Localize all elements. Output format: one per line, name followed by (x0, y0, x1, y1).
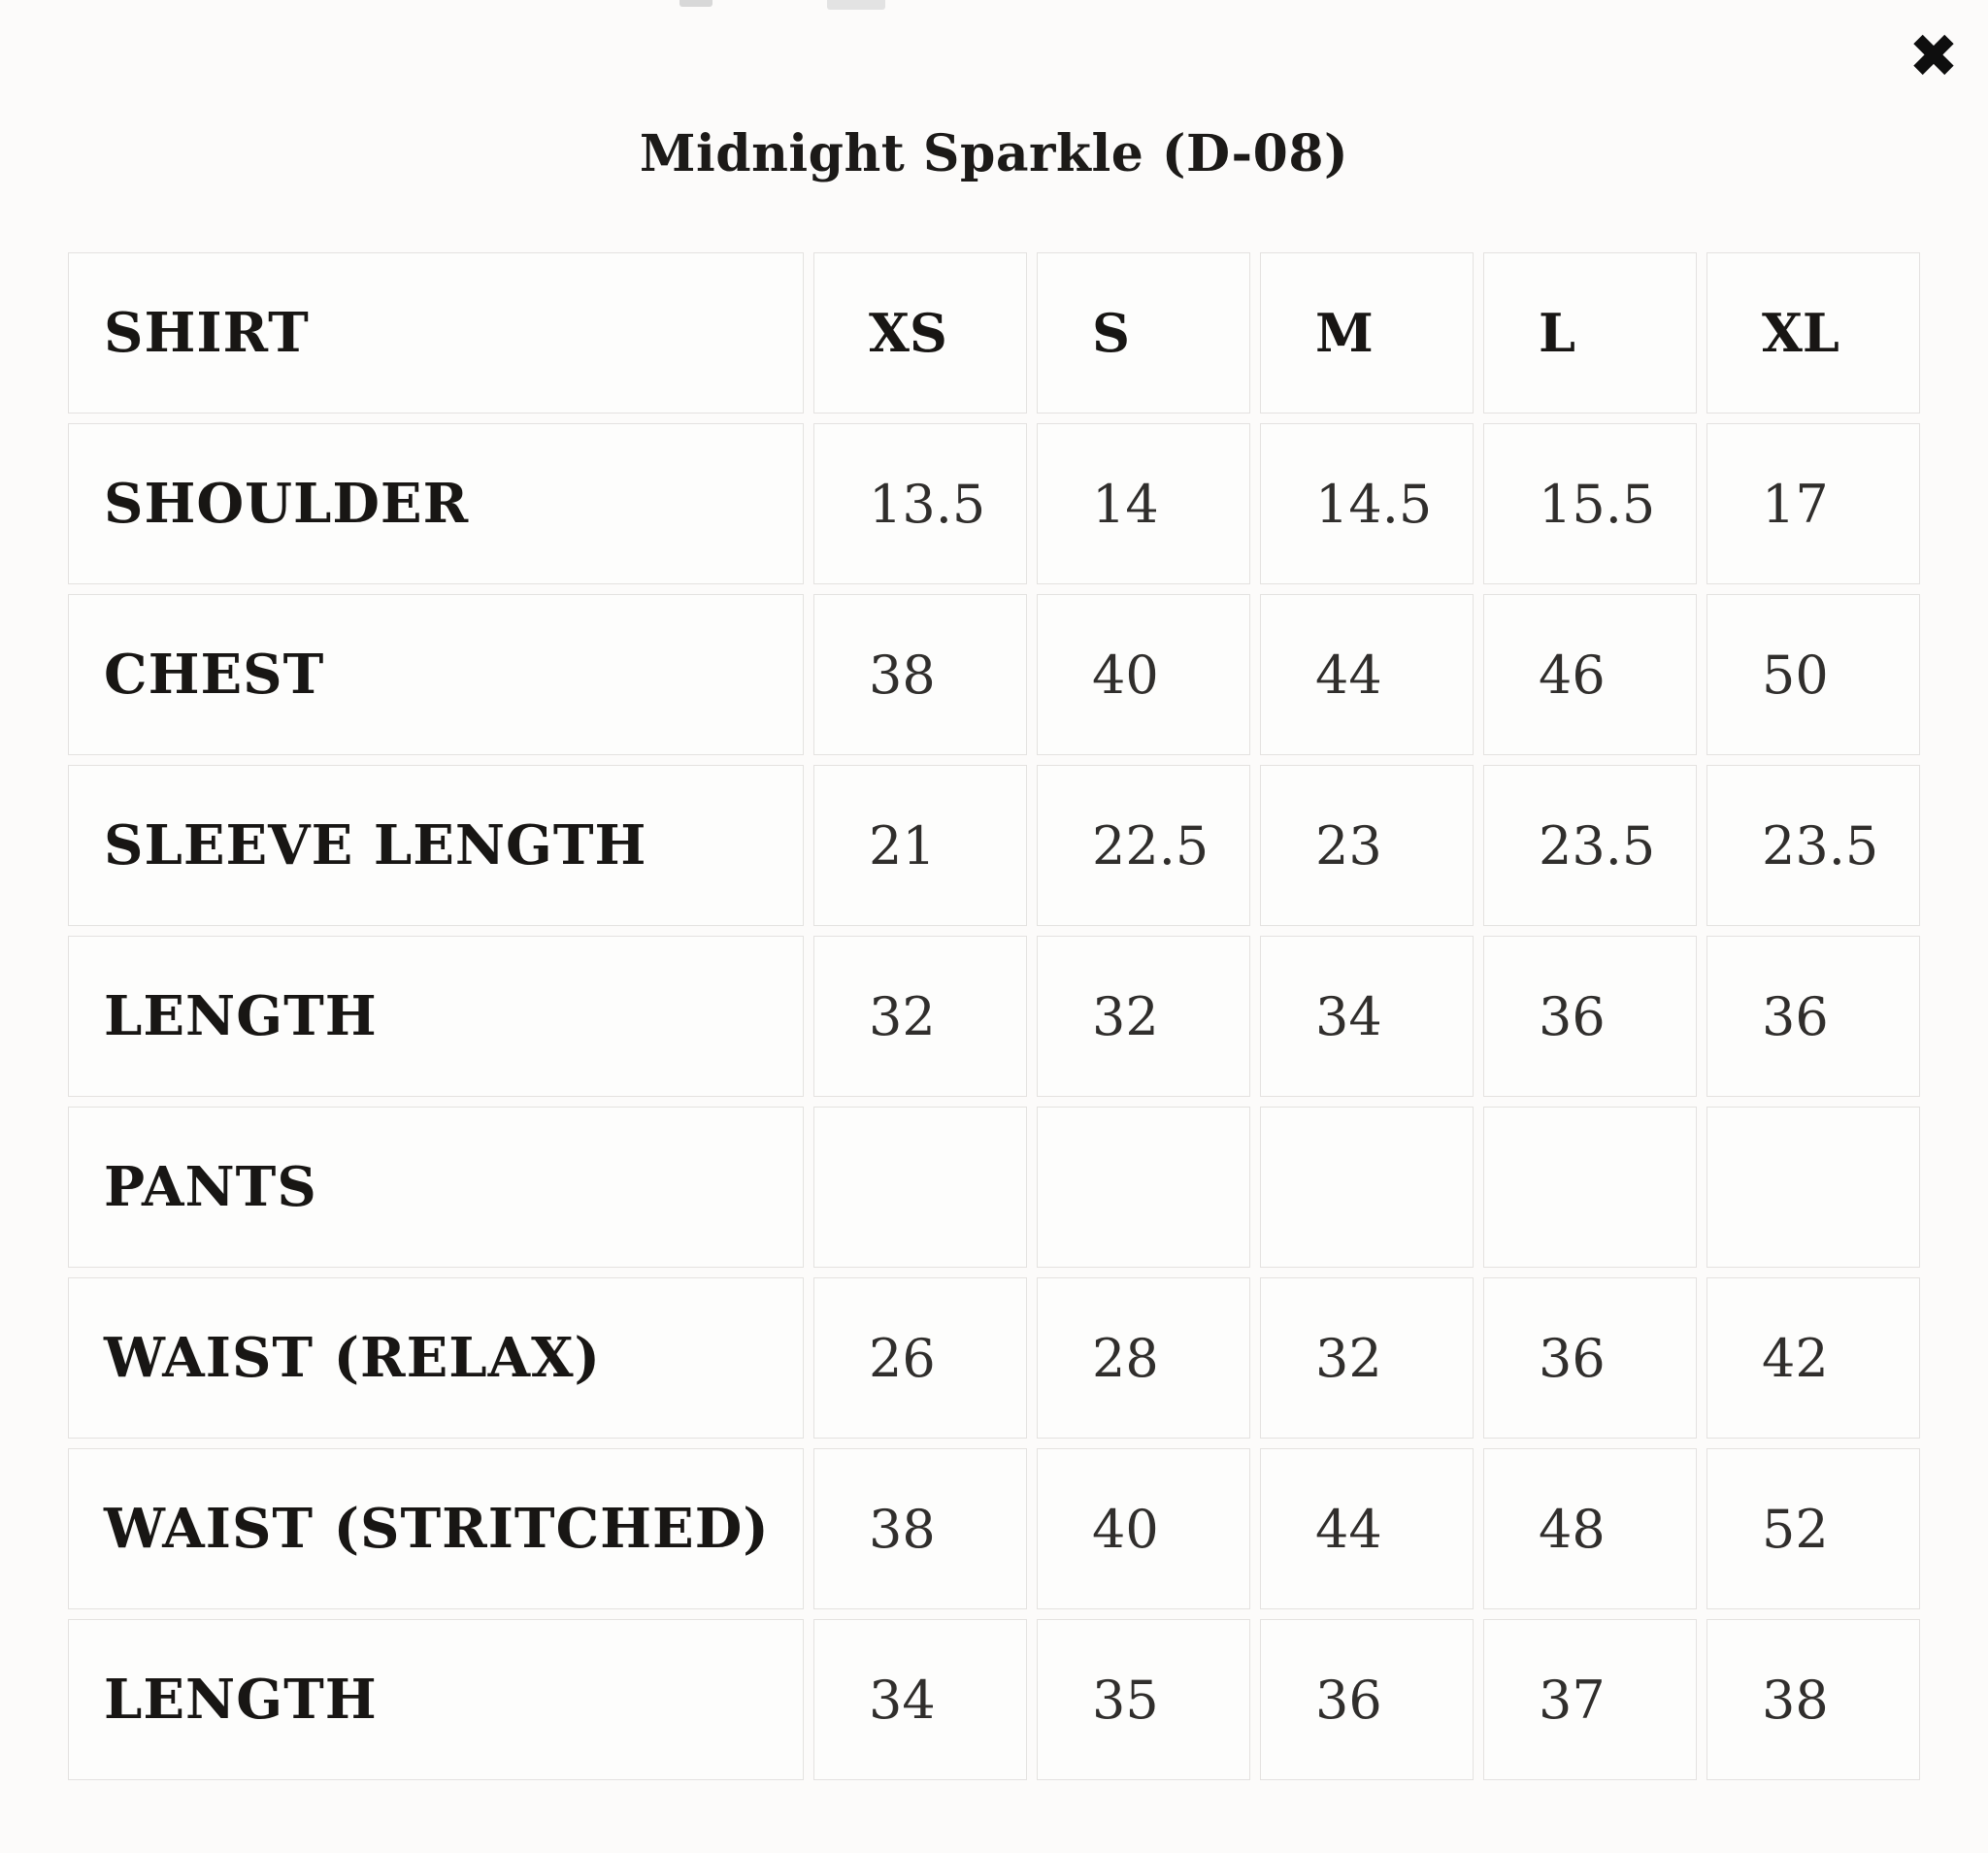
size-value-cell: 37 (1483, 1619, 1697, 1780)
table-row (68, 765, 1920, 926)
size-value-cell: 23 (1260, 765, 1474, 926)
clipped-content-fragment (827, 0, 885, 10)
size-value-cell: 52 (1706, 1448, 1920, 1609)
row-label-cell: SLEEVE LENGTH (68, 765, 804, 926)
size-value-cell: XL (1706, 252, 1920, 414)
size-value-cell: 38 (813, 594, 1027, 755)
size-value-cell: 38 (813, 1448, 1027, 1609)
row-label-cell: SHOULDER (68, 423, 804, 584)
size-value-cell: 36 (1706, 936, 1920, 1097)
size-chart-table (58, 243, 1930, 1790)
size-value-cell (1037, 1107, 1250, 1268)
size-value-cell: 14 (1037, 423, 1250, 584)
size-value-cell: 15.5 (1483, 423, 1697, 584)
table-row (68, 1448, 1920, 1609)
size-value-cell: L (1483, 252, 1697, 414)
row-label-cell: WAIST (STRITCHED) (68, 1448, 804, 1609)
size-value-cell (1706, 1107, 1920, 1268)
size-value-cell: 36 (1483, 936, 1697, 1097)
table-row (68, 1277, 1920, 1439)
size-value-cell: 50 (1706, 594, 1920, 755)
row-label-cell: WAIST (RELAX) (68, 1277, 804, 1439)
size-value-cell: 40 (1037, 594, 1250, 755)
row-label-cell: SHIRT (68, 252, 804, 414)
table-row (68, 423, 1920, 584)
table-row (68, 252, 1920, 414)
size-value-cell: 21 (813, 765, 1027, 926)
row-label-cell: LENGTH (68, 1619, 804, 1780)
table-row (68, 936, 1920, 1097)
size-value-cell: 22.5 (1037, 765, 1250, 926)
size-value-cell: 36 (1260, 1619, 1474, 1780)
size-value-cell: 34 (813, 1619, 1027, 1780)
size-value-cell: 32 (1037, 936, 1250, 1097)
size-value-cell (1260, 1107, 1474, 1268)
size-value-cell (1483, 1107, 1697, 1268)
row-label-cell: LENGTH (68, 936, 804, 1097)
size-value-cell: 38 (1706, 1619, 1920, 1780)
size-value-cell: 48 (1483, 1448, 1697, 1609)
size-value-cell: 14.5 (1260, 423, 1474, 584)
table-row (68, 1619, 1920, 1780)
size-value-cell: 44 (1260, 1448, 1474, 1609)
size-value-cell: 44 (1260, 594, 1474, 755)
size-value-cell: 34 (1260, 936, 1474, 1097)
size-value-cell: 40 (1037, 1448, 1250, 1609)
size-value-cell: 32 (1260, 1277, 1474, 1439)
size-value-cell: 13.5 (813, 423, 1027, 584)
size-value-cell: S (1037, 252, 1250, 414)
size-chart-title: Midnight Sparkle (D-08) (639, 124, 1349, 183)
table-row (68, 594, 1920, 755)
size-value-cell: 42 (1706, 1277, 1920, 1439)
row-label-cell: CHEST (68, 594, 804, 755)
table-row (68, 1107, 1920, 1268)
size-value-cell: 28 (1037, 1277, 1250, 1439)
size-value-cell: 35 (1037, 1619, 1250, 1780)
size-value-cell: 17 (1706, 423, 1920, 584)
clipped-content-fragment (679, 0, 712, 7)
size-value-cell: 23.5 (1706, 765, 1920, 926)
row-label-cell: PANTS (68, 1107, 804, 1268)
size-chart-body (68, 252, 1920, 1780)
size-value-cell: 32 (813, 936, 1027, 1097)
size-value-cell (813, 1107, 1027, 1268)
size-value-cell: 23.5 (1483, 765, 1697, 926)
size-value-cell: XS (813, 252, 1027, 414)
size-value-cell: M (1260, 252, 1474, 414)
close-icon[interactable]: ✖ (1908, 20, 1959, 91)
size-value-cell: 26 (813, 1277, 1027, 1439)
size-value-cell: 46 (1483, 594, 1697, 755)
size-value-cell: 36 (1483, 1277, 1697, 1439)
